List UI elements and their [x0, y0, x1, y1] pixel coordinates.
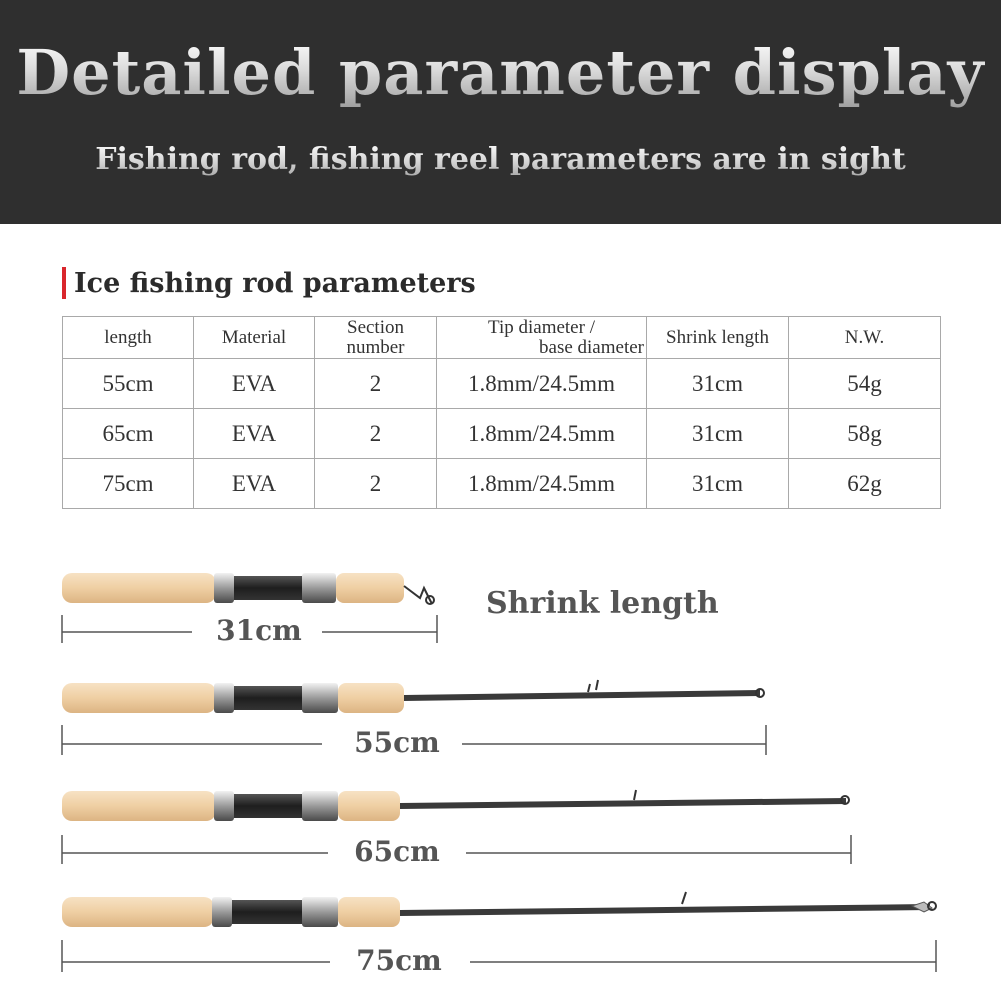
section-heading-text: Ice fishing rod parameters	[74, 267, 476, 299]
shrink-length-caption: Shrink length	[486, 586, 719, 621]
banner-subtitle: Fishing rod, fishing reel parameters are in sight	[0, 142, 1001, 177]
dimension-line-75cm	[62, 940, 936, 972]
header-net-weight: N.W.	[789, 317, 941, 359]
table-row	[63, 359, 941, 409]
label-65cm: 65cm	[354, 835, 440, 868]
table-header-row	[63, 317, 941, 359]
table-row	[63, 459, 941, 509]
header-section-line2: number	[346, 336, 405, 358]
header-banner	[0, 0, 1001, 224]
cell-diameter: 1.8mm/24.5mm	[437, 409, 647, 459]
header-section-number	[315, 317, 437, 359]
header-length: length	[63, 317, 194, 359]
header-shrink-length: Shrink length	[647, 317, 789, 359]
rod-55cm	[62, 680, 764, 713]
header-section-line1: Section	[347, 316, 404, 338]
cell-weight: 54g	[789, 359, 941, 409]
cell-length: 55cm	[63, 359, 194, 409]
cell-weight: 62g	[789, 459, 941, 509]
rod-65cm	[62, 790, 849, 821]
cell-diameter: 1.8mm/24.5mm	[437, 459, 647, 509]
table-row	[63, 409, 941, 459]
cell-diameter: 1.8mm/24.5mm	[437, 359, 647, 409]
cell-shrink: 31cm	[647, 409, 789, 459]
heading-accent-bar	[62, 267, 66, 299]
cell-shrink: 31cm	[647, 459, 789, 509]
parameter-table	[62, 316, 941, 509]
rod-75cm	[62, 892, 936, 927]
cell-section: 2	[315, 359, 437, 409]
header-tip-line2: base diameter	[539, 336, 644, 358]
cell-material: EVA	[194, 409, 315, 459]
cell-material: EVA	[194, 359, 315, 409]
header-material: Material	[194, 317, 315, 359]
cell-shrink: 31cm	[647, 359, 789, 409]
label-55cm: 55cm	[354, 726, 440, 759]
banner-title: Detailed parameter display	[0, 36, 1001, 109]
cell-section: 2	[315, 459, 437, 509]
header-tip-line1: Tip diameter /	[488, 316, 595, 338]
label-31cm: 31cm	[216, 614, 302, 647]
rod-collapsed	[62, 573, 434, 604]
cell-section: 2	[315, 409, 437, 459]
cell-weight: 58g	[789, 409, 941, 459]
cell-length: 75cm	[63, 459, 194, 509]
section-heading	[62, 265, 476, 301]
label-75cm: 75cm	[356, 944, 442, 977]
header-tip-diameter	[437, 317, 647, 359]
cell-length: 65cm	[63, 409, 194, 459]
cell-material: EVA	[194, 459, 315, 509]
rod-illustrations	[0, 540, 1001, 1001]
